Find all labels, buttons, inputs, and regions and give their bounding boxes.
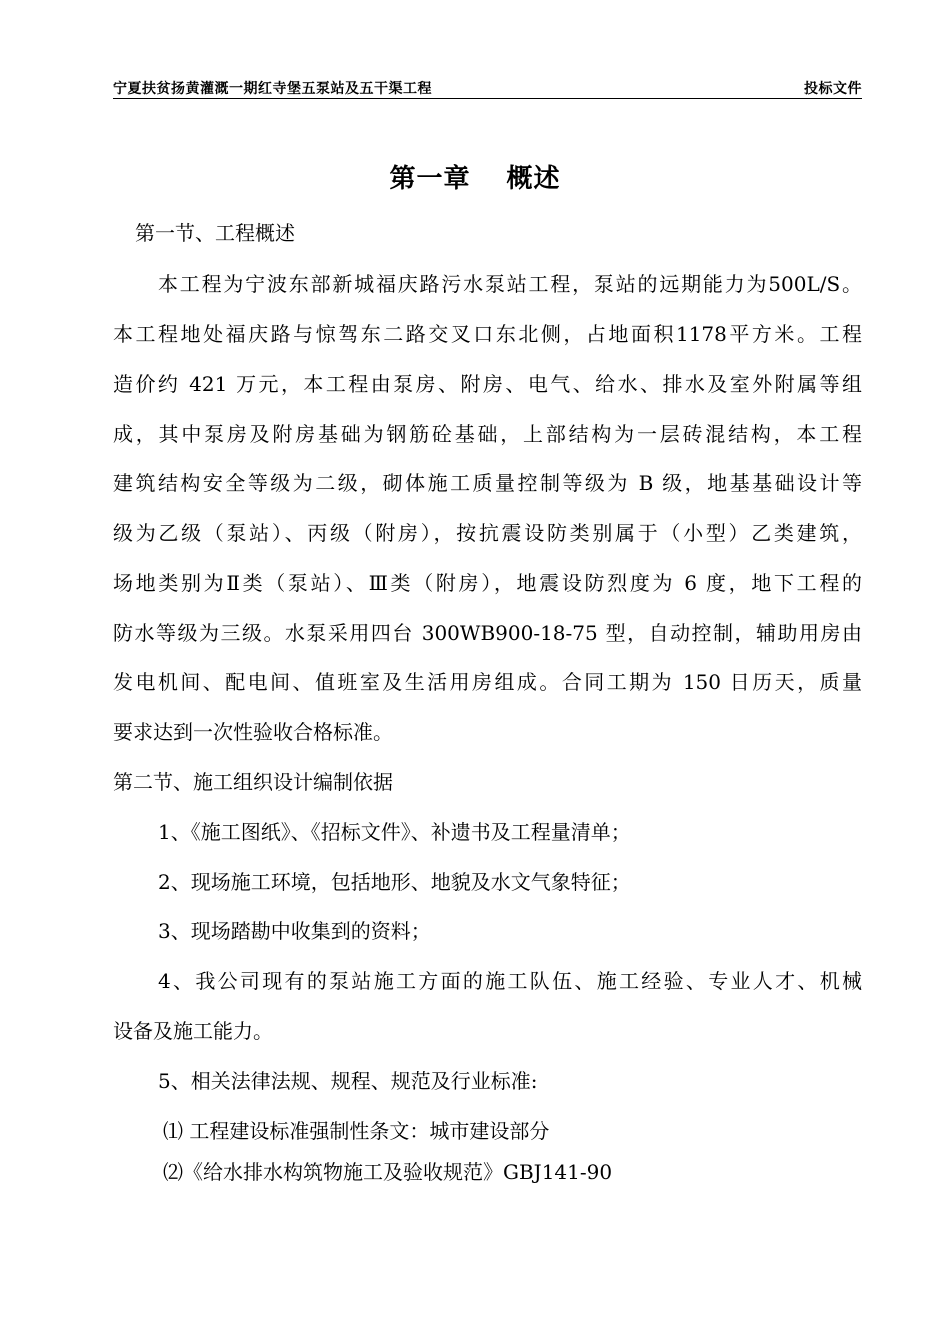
paragraph-line: 本工程为宁波东部新城福庆路污水泵站工程，泵站的远期能力为500L/S。 bbox=[158, 272, 862, 296]
section2-heading: 第二节、施工组织设计编制依据 bbox=[113, 770, 393, 794]
paragraph-line: 级为乙级（泵站）、丙级（附房），按抗震设防类别属于（小型）乙类建筑， bbox=[113, 521, 862, 545]
paragraph-line: 发电机间、配电间、值班室及生活用房组成。合同工期为 150 日历天，质量 bbox=[113, 670, 862, 694]
paragraph-line: 防水等级为三级。水泵采用四台 300WB900-18-75 型，自动控制，辅助用房由 bbox=[113, 621, 862, 645]
paragraph-line: 本工程地处福庆路与惊驾东二路交叉口东北侧，占地面积1178平方米。工程 bbox=[113, 322, 862, 346]
chapter-title bbox=[0, 158, 950, 195]
basis-list-item-continued: 设备及施工能力。 bbox=[113, 1019, 273, 1043]
chapter-name: 概述 bbox=[506, 164, 561, 194]
basis-list-item: 4、我公司现有的泵站施工方面的施工队伍、施工经验、专业人才、机械 bbox=[158, 969, 862, 993]
basis-list-item: 1、《施工图纸》、《招标文件》、补遗书及工程量清单； bbox=[158, 820, 631, 844]
header-doc-type: 投标文件 bbox=[804, 81, 862, 97]
paragraph-line: 场地类别为Ⅱ类（泵站）、Ⅲ类（附房），地震设防烈度为 6 度，地下工程的 bbox=[113, 571, 862, 595]
section1-heading: 第一节、工程概述 bbox=[135, 221, 295, 245]
paragraph-line: 成，其中泵房及附房基础为钢筋砼基础，上部结构为一层砖混结构，本工程 bbox=[113, 422, 862, 446]
standard-sub-item: ⑴ 工程建设标准强制性条文：城市建设部分 bbox=[163, 1119, 550, 1143]
header-project-title: 宁夏扶贫扬黄灌溉一期红寺堡五泵站及五干渠工程 bbox=[113, 81, 432, 97]
standard-sub-item: ⑵《给水排水构筑物施工及验收规范》GBJ141-90 bbox=[163, 1160, 613, 1184]
header-divider bbox=[113, 98, 862, 99]
paragraph-line: 要求达到一次性验收合格标准。 bbox=[113, 720, 393, 744]
basis-list-item: 5、相关法律法规、规程、规范及行业标准: bbox=[158, 1069, 538, 1093]
page-header bbox=[113, 76, 862, 98]
chapter-number: 第一章 bbox=[389, 164, 471, 194]
paragraph-line: 造价约 421 万元，本工程由泵房、附房、电气、给水、排水及室外附属等组 bbox=[113, 372, 862, 396]
basis-list-item: 2、现场施工环境，包括地形、地貌及水文气象特征； bbox=[158, 870, 631, 894]
basis-list-item: 3、现场踏勘中收集到的资料； bbox=[158, 919, 431, 943]
paragraph-line: 建筑结构安全等级为二级，砌体施工质量控制等级为 B 级，地基基础设计等 bbox=[113, 471, 862, 495]
